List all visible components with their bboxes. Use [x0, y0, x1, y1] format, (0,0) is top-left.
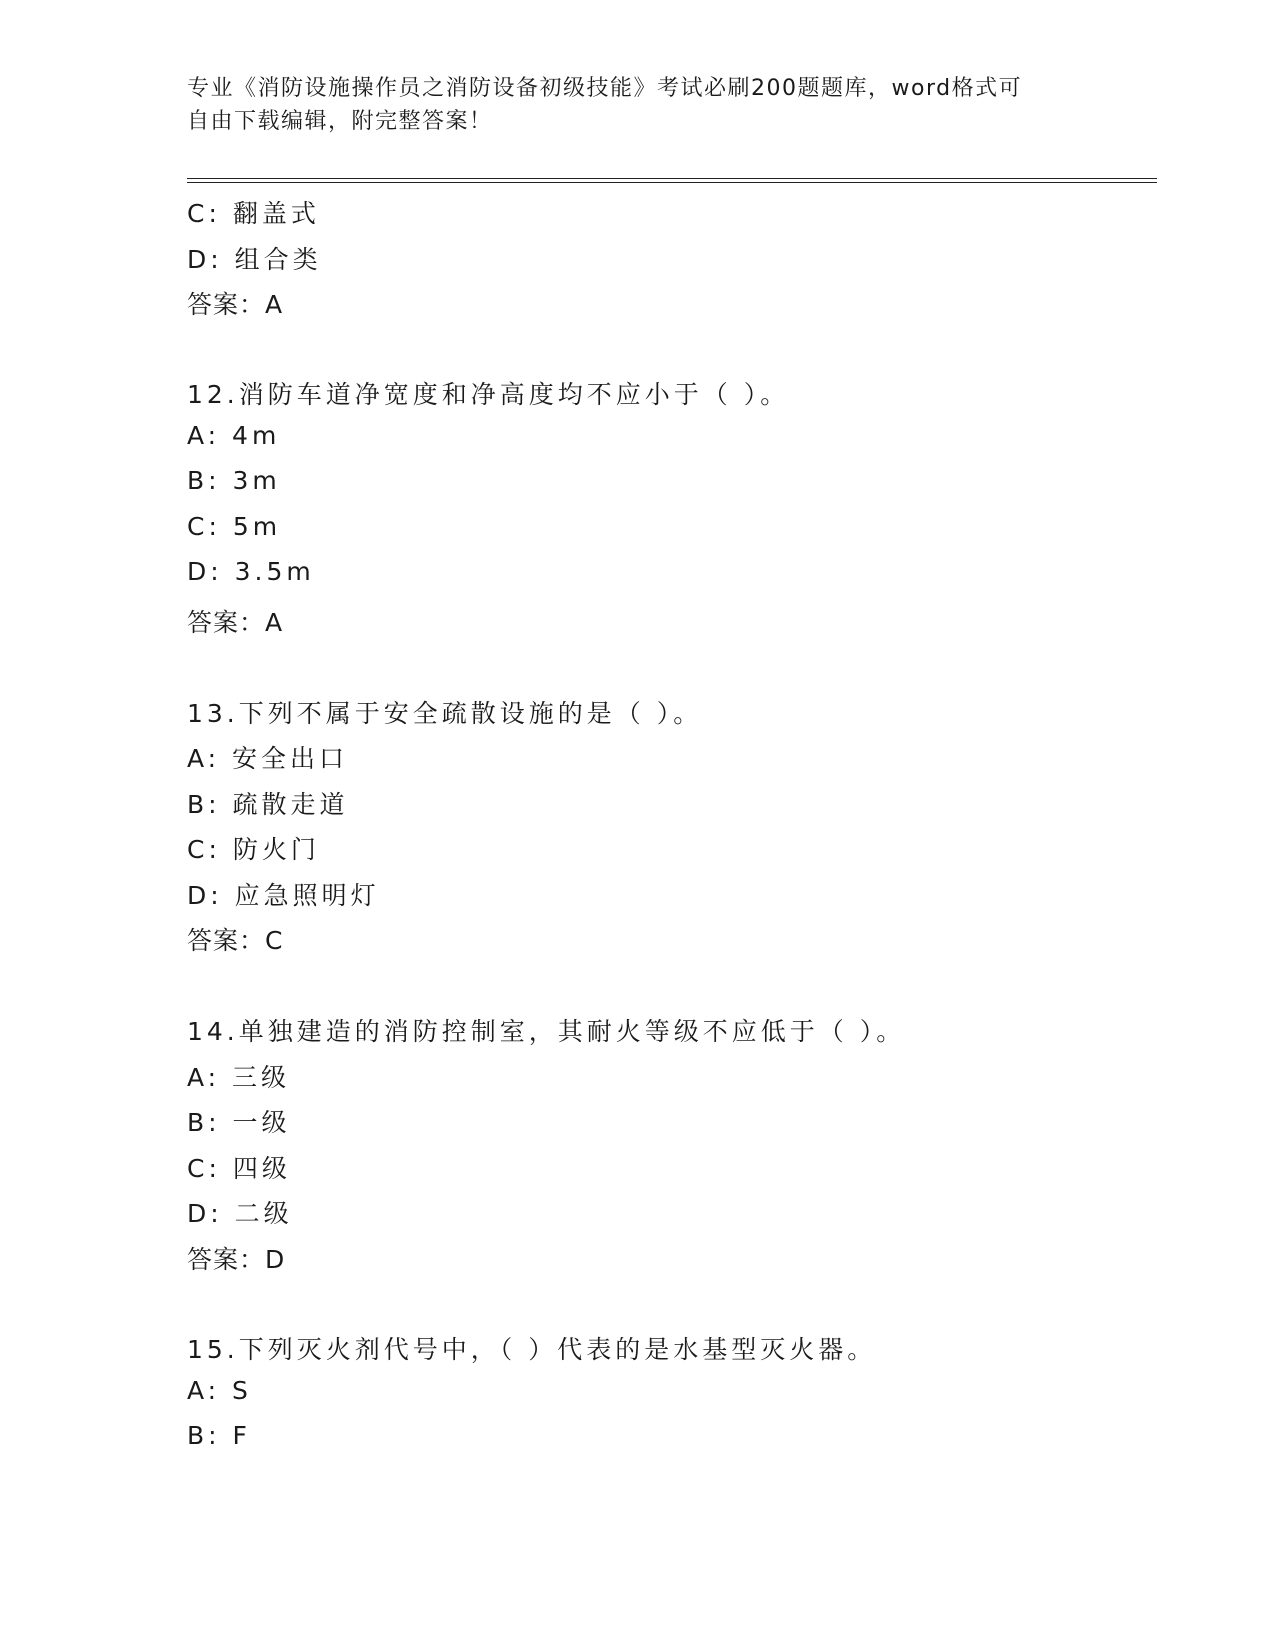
option-line: B: 一级 [187, 1108, 291, 1137]
header-line-2: 自由下载编辑，附完整答案！ [187, 109, 493, 134]
answer-line: 答案：A [187, 608, 284, 637]
question-line: 14.单独建造的消防控制室，其耐火等级不应低于（ ）。 [187, 1017, 906, 1046]
option-line: D: 二级 [187, 1199, 293, 1228]
option-line: A: S [187, 1376, 252, 1405]
option-line: B: 3m [187, 466, 281, 495]
option-line: C: 四级 [187, 1154, 291, 1183]
option-line: A: 安全出口 [187, 744, 349, 773]
option-line: D: 应急照明灯 [187, 881, 380, 910]
option-line: D: 组合类 [187, 245, 322, 274]
option-line: A: 三级 [187, 1063, 291, 1092]
option-line: C: 5m [187, 512, 282, 541]
option-line: C: 翻盖式 [187, 199, 320, 228]
question-line: 13.下列不属于安全疏散设施的是（ ）。 [187, 699, 703, 728]
option-line: C: 防火门 [187, 835, 320, 864]
option-line: D: 3.5m [187, 557, 315, 586]
document-header [187, 72, 1087, 138]
answer-line: 答案：A [187, 290, 284, 319]
answer-line: 答案：D [187, 1245, 286, 1274]
header-divider-bottom [187, 182, 1157, 183]
question-line: 15.下列灭火剂代号中，（ ）代表的是水基型灭火器。 [187, 1335, 877, 1364]
question-line: 12.消防车道净宽度和净高度均不应小于（ ）。 [187, 380, 790, 409]
option-line: B: F [187, 1421, 251, 1450]
option-line: A: 4m [187, 421, 281, 450]
header-divider-top [187, 178, 1157, 179]
answer-line: 答案：C [187, 926, 284, 955]
option-line: B: 疏散走道 [187, 790, 349, 819]
header-line-1: 专业《消防设施操作员之消防设备初级技能》考试必刷200题题库，word格式可 [187, 76, 1023, 101]
